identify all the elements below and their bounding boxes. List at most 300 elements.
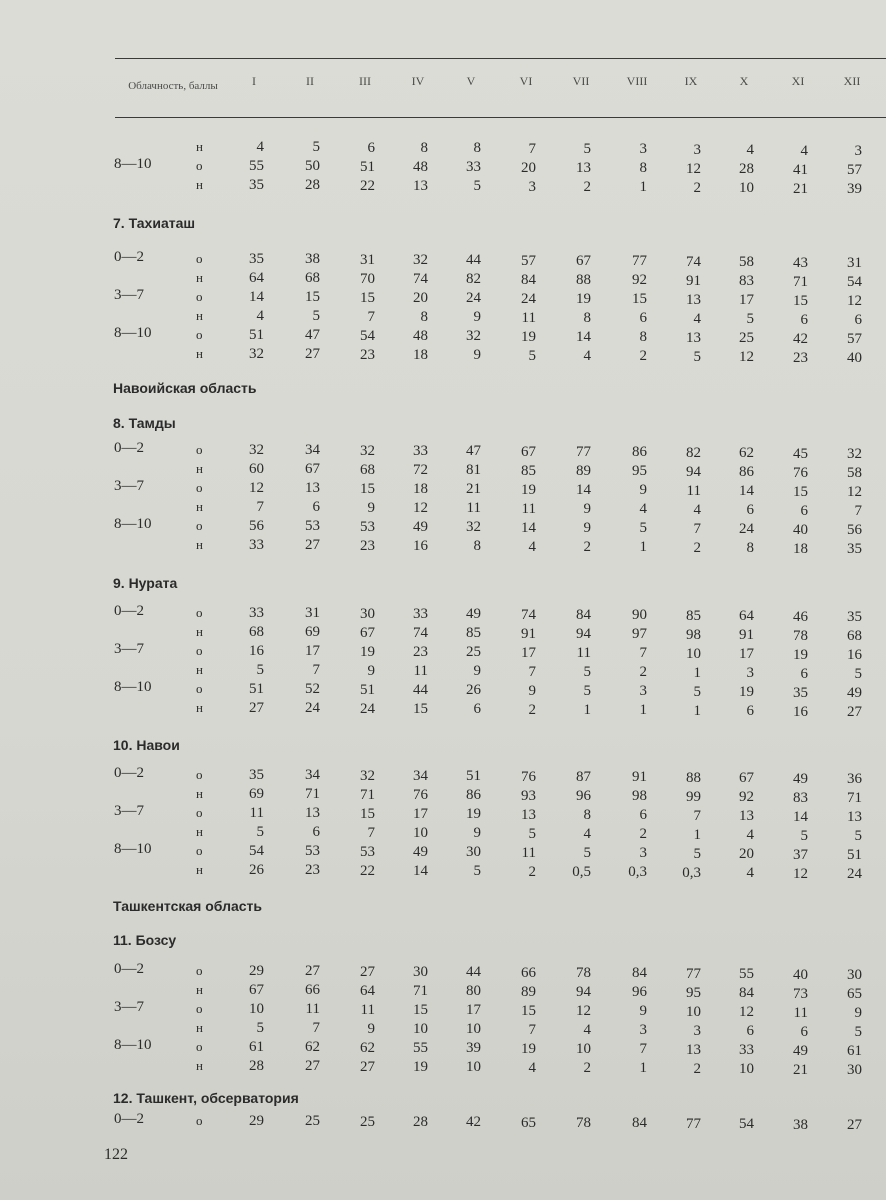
month-header-VI: VI (519, 74, 533, 88)
section-title: 11. Бозсу (113, 932, 177, 948)
table-cell: 0,5 (572, 864, 591, 881)
table-cell: 6 (639, 310, 647, 327)
table-cell: 24 (521, 290, 536, 307)
table-cell: 12 (413, 500, 428, 517)
table-cell: 7 (528, 140, 536, 157)
table-cell: 9 (367, 1020, 375, 1037)
table-cell: 14 (521, 519, 536, 536)
table-cell: 5 (583, 683, 591, 700)
row-type-label: о (196, 158, 203, 173)
table-cell: 4 (583, 826, 591, 843)
table-cell: 31 (360, 251, 375, 268)
table-cell: 11 (360, 1001, 375, 1018)
table-cell: 5 (312, 139, 320, 156)
table-cell: 6 (800, 502, 808, 519)
table-cell: 94 (576, 626, 591, 643)
table-cell: 7 (367, 824, 375, 841)
table-cell: 33 (249, 605, 264, 621)
table-cell: 39 (466, 1040, 481, 1057)
table-cell: 77 (686, 965, 701, 982)
table-cell: 84 (632, 1115, 647, 1132)
row-type-label: о (196, 1113, 203, 1128)
table-cell: 19 (576, 291, 591, 308)
table-cell: 62 (305, 1039, 320, 1056)
table-cell: 21 (793, 180, 808, 197)
table-cell: 64 (739, 608, 754, 625)
table-cell: 15 (360, 480, 375, 497)
table-cell: 20 (521, 159, 536, 176)
table-cell: 13 (686, 1041, 701, 1058)
table-cell: 65 (847, 985, 862, 1002)
table-cell: 2 (639, 826, 647, 843)
table-cell: 13 (521, 806, 536, 823)
table-cell: 64 (249, 270, 264, 286)
table-cell: 69 (305, 624, 320, 641)
table-cell: 33 (413, 443, 428, 460)
table-cell: 30 (413, 964, 428, 981)
table-cell: 44 (466, 964, 481, 981)
table-cell: 9 (473, 825, 481, 842)
table-cell: 3 (746, 665, 754, 682)
cloud-group-label: 8—10 (114, 841, 152, 857)
page-number: 122 (104, 1146, 128, 1163)
table-cell: 18 (413, 481, 428, 498)
month-header-V: V (466, 74, 476, 88)
table-cell: 84 (632, 965, 647, 982)
table-cell: 32 (466, 328, 481, 345)
table-cell: 12 (847, 292, 862, 309)
table-cell: 21 (466, 481, 481, 498)
row-type-label: н (196, 346, 203, 361)
table-cell: 15 (413, 701, 428, 718)
table-cell: 27 (305, 346, 320, 363)
month-header-IX: IX (684, 74, 698, 88)
table-cell: 71 (413, 983, 428, 1000)
table-cell: 5 (528, 825, 536, 842)
table-cell: 12 (739, 1004, 754, 1021)
table-cell: 6 (367, 139, 375, 156)
row-type-label: о (196, 643, 203, 658)
table-cell: 3 (693, 1022, 701, 1039)
table-cell: 11 (521, 500, 536, 517)
table-cell: 67 (521, 443, 536, 460)
table-cell: 3 (639, 845, 647, 862)
table-cell: 2 (583, 539, 591, 556)
table-cell: 12 (249, 480, 264, 496)
table-cell: 6 (473, 701, 481, 718)
table-cell: 5 (312, 308, 320, 325)
table-cell: 10 (739, 1061, 754, 1078)
table-cell: 8 (473, 538, 481, 555)
table-cell: 57 (847, 330, 862, 347)
table-cell: 8 (746, 540, 754, 557)
table-cell: 26 (249, 862, 264, 878)
table-cell: 6 (800, 311, 808, 328)
cloud-group-label: 3—7 (114, 287, 144, 303)
table-cell: 40 (793, 966, 808, 983)
table-cell: 15 (793, 483, 808, 500)
table-cell: 8 (420, 309, 428, 326)
table-cell: 12 (686, 160, 701, 177)
table-cell: 60 (249, 461, 264, 477)
table-cell: 15 (632, 291, 647, 308)
table-cell: 4 (639, 501, 647, 518)
table-cell: 97 (632, 626, 647, 643)
table-cell: 49 (793, 1042, 808, 1059)
table-cell: 5 (746, 311, 754, 328)
table-cell: 4 (528, 1059, 536, 1076)
table-cell: 78 (793, 627, 808, 644)
row-type-label: о (196, 251, 203, 266)
table-cell: 22 (360, 177, 375, 194)
table-cell: 91 (632, 769, 647, 786)
table-cell: 8 (473, 140, 481, 157)
table-cell: 49 (466, 606, 481, 623)
table-cell: 47 (305, 327, 320, 344)
section-title: 12. Ташкент, обсерватория (113, 1090, 299, 1106)
table-cell: 10 (686, 645, 701, 662)
month-header-X: X (739, 74, 749, 88)
table-cell: 85 (466, 625, 481, 642)
table-cell: 29 (249, 963, 264, 979)
table-cell: 95 (632, 463, 647, 480)
cloud-group-label: 0—2 (114, 765, 144, 781)
table-cell: 56 (249, 518, 264, 534)
table-cell: 71 (305, 786, 320, 803)
table-cell: 67 (360, 624, 375, 641)
table-cell: 2 (639, 664, 647, 681)
table-cell: 99 (686, 788, 701, 805)
table-cell: 8 (583, 310, 591, 327)
table-cell: 24 (847, 865, 862, 882)
table-cell: 25 (466, 644, 481, 661)
row-type-label: н (196, 177, 203, 192)
table-cell: 13 (739, 808, 754, 825)
table-cell: 78 (576, 965, 591, 982)
table-cell: 35 (249, 177, 264, 193)
table-cell: 53 (360, 518, 375, 535)
table-cell: 7 (854, 502, 862, 519)
table-cell: 24 (305, 700, 320, 717)
table-cell: 6 (854, 311, 862, 328)
table-cell: 14 (739, 483, 754, 500)
table-cell: 6 (800, 665, 808, 682)
table-cell: 7 (312, 1020, 320, 1037)
row-type-label: о (196, 605, 203, 620)
table-cell: 9 (367, 662, 375, 679)
table-cell: 7 (528, 1021, 536, 1038)
table-cell: 86 (632, 444, 647, 461)
table-cell: 82 (466, 271, 481, 288)
table-cell: 33 (249, 537, 264, 553)
row-type-label: о (196, 480, 203, 495)
row-type-label: н (196, 662, 203, 677)
table-cell: 32 (249, 346, 264, 362)
table-cell: 77 (632, 253, 647, 270)
month-header-XII: XII (843, 74, 861, 88)
table-cell: 13 (686, 329, 701, 346)
table-cell: 3 (639, 1022, 647, 1039)
table-cell: 48 (413, 159, 428, 176)
table-cell: 9 (473, 309, 481, 326)
table-cell: 74 (413, 625, 428, 642)
table-cell: 62 (360, 1039, 375, 1056)
table-cell: 96 (632, 984, 647, 1001)
table-cell: 61 (847, 1042, 862, 1059)
table-cell: 2 (528, 701, 536, 718)
table-cell: 10 (413, 1021, 428, 1038)
table-cell: 7 (693, 807, 701, 824)
table-cell: 84 (521, 271, 536, 288)
table-cell: 20 (739, 846, 754, 863)
row-type-label: н (196, 862, 203, 877)
table-cell: 5 (854, 827, 862, 844)
table-cell: 40 (793, 521, 808, 538)
table-cell: 78 (576, 1115, 591, 1132)
row-type-label: н (196, 139, 203, 154)
table-cell: 58 (847, 464, 862, 481)
table-cell: 12 (739, 349, 754, 366)
table-cell: 85 (686, 607, 701, 624)
table-cell: 24 (466, 290, 481, 307)
table-cell: 14 (576, 329, 591, 346)
table-cell: 68 (360, 461, 375, 478)
table-cell: 2 (693, 179, 701, 196)
table-cell: 57 (521, 252, 536, 269)
table-cell: 32 (466, 519, 481, 536)
table-cell: 19 (521, 481, 536, 498)
table-cell: 23 (793, 349, 808, 366)
table-cell: 23 (360, 537, 375, 554)
table-cell: 32 (249, 442, 264, 458)
table-cell: 5 (256, 824, 264, 840)
table-cell: 24 (739, 521, 754, 538)
table-cell: 28 (739, 161, 754, 178)
table-cell: 32 (847, 445, 862, 462)
table-cell: 96 (576, 788, 591, 805)
table-cell: 7 (528, 663, 536, 680)
table-cell: 10 (739, 180, 754, 197)
table-cell: 4 (746, 865, 754, 882)
table-cell: 37 (793, 846, 808, 863)
table-cell: 19 (739, 684, 754, 701)
table-cell: 4 (583, 348, 591, 365)
row-type-label: о (196, 442, 203, 457)
table-cell: 4 (693, 310, 701, 327)
table-cell: 80 (466, 983, 481, 1000)
table-cell: 49 (413, 519, 428, 536)
table-cell: 11 (793, 1004, 808, 1021)
table-cell: 76 (521, 768, 536, 785)
cloud-group-label: 0—2 (114, 440, 144, 456)
row-type-label: н (196, 700, 203, 715)
table-cell: 27 (305, 963, 320, 980)
table-cell: 35 (847, 540, 862, 557)
table-cell: 91 (521, 625, 536, 642)
table-cell: 71 (847, 789, 862, 806)
table-cell: 92 (739, 789, 754, 806)
row-type-label: о (196, 843, 203, 858)
table-cell: 4 (746, 142, 754, 159)
table-cell: 23 (305, 862, 320, 879)
table-cell: 25 (305, 1113, 320, 1130)
row-type-label: о (196, 805, 203, 820)
table-cell: 30 (847, 966, 862, 983)
cloud-group-label: 0—2 (114, 1111, 144, 1127)
table-cell: 28 (413, 1114, 428, 1131)
cloud-group-label: 0—2 (114, 603, 144, 619)
table-cell: 8 (639, 160, 647, 177)
table-cell: 27 (847, 703, 862, 720)
table-cell: 10 (413, 825, 428, 842)
table-cell: 5 (473, 178, 481, 195)
table-cell: 19 (360, 643, 375, 660)
table-cell: 57 (847, 161, 862, 178)
table-cell: 81 (466, 462, 481, 479)
table-cell: 47 (466, 443, 481, 460)
table-cell: 32 (360, 767, 375, 784)
table-cell: 3 (854, 142, 862, 159)
table-cell: 29 (249, 1113, 264, 1129)
table-cell: 8 (420, 140, 428, 157)
cloud-group-label: 3—7 (114, 803, 144, 819)
table-cell: 55 (249, 158, 264, 174)
table-cell: 58 (739, 254, 754, 271)
table-cell: 8 (639, 329, 647, 346)
table-cell: 51 (360, 158, 375, 175)
section-title: 10. Навои (113, 737, 180, 753)
row-type-label: н (196, 461, 203, 476)
table-cell: 94 (576, 984, 591, 1001)
row-type-label: н (196, 824, 203, 839)
table-cell: 54 (360, 327, 375, 344)
header-label: Облачность, баллы (128, 80, 218, 92)
table-cell: 31 (305, 605, 320, 622)
table-cell: 89 (521, 983, 536, 1000)
table-cell: 5 (256, 1020, 264, 1036)
table-cell: 68 (249, 624, 264, 640)
table-cell: 88 (686, 769, 701, 786)
table-cell: 93 (521, 787, 536, 804)
table-cell: 43 (793, 254, 808, 271)
table-cell: 48 (413, 328, 428, 345)
table-cell: 94 (686, 463, 701, 480)
table-cell: 65 (521, 1114, 536, 1131)
table-cell: 33 (466, 159, 481, 176)
table-cell: 11 (521, 844, 536, 861)
table-cell: 19 (413, 1059, 428, 1076)
table-cell: 6 (639, 807, 647, 824)
table-cell: 13 (576, 160, 591, 177)
table-cell: 5 (693, 683, 701, 700)
table-cell: 27 (249, 700, 264, 716)
row-type-label: н (196, 270, 203, 285)
cloud-group-label: 8—10 (114, 1037, 152, 1053)
table-cell: 30 (466, 844, 481, 861)
table-cell: 27 (305, 537, 320, 554)
table-cell: 13 (413, 178, 428, 195)
table-cell: 42 (793, 330, 808, 347)
cloud-group-label: 8—10 (114, 516, 152, 532)
table-cell: 13 (305, 480, 320, 497)
table-cell: 9 (473, 347, 481, 364)
table-cell: 15 (360, 805, 375, 822)
table-cell: 73 (793, 985, 808, 1002)
table-cell: 76 (413, 787, 428, 804)
table-cell: 0,3 (628, 864, 647, 881)
section-title: 8. Тамды (113, 415, 176, 431)
table-cell: 98 (632, 788, 647, 805)
table-cell: 74 (413, 271, 428, 288)
table-cell: 9 (639, 1003, 647, 1020)
table-cell: 9 (639, 482, 647, 499)
table-cell: 11 (413, 663, 428, 680)
table-cell: 40 (847, 349, 862, 366)
table-cell: 62 (739, 445, 754, 462)
table-cell: 15 (793, 292, 808, 309)
table-cell: 68 (305, 270, 320, 287)
table-cell: 38 (305, 251, 320, 268)
table-cell: 71 (360, 786, 375, 803)
table-cell: 4 (256, 139, 264, 155)
table-cell: 51 (249, 681, 264, 697)
table-cell: 87 (576, 769, 591, 786)
table-cell: 17 (466, 1002, 481, 1019)
table-cell: 85 (521, 462, 536, 479)
table-cell: 7 (639, 645, 647, 662)
table-cell: 12 (576, 1003, 591, 1020)
row-type-label: о (196, 1001, 203, 1016)
table-cell: 12 (793, 865, 808, 882)
table-cell: 9 (473, 663, 481, 680)
table-cell: 9 (528, 682, 536, 699)
table-cell: 1 (639, 702, 647, 719)
table-cell: 13 (847, 808, 862, 825)
table-cell: 27 (360, 1058, 375, 1075)
table-cell: 32 (360, 442, 375, 459)
table-cell: 1 (639, 1060, 647, 1077)
table-cell: 10 (466, 1021, 481, 1038)
table-cell: 50 (305, 158, 320, 175)
table-cell: 1 (639, 539, 647, 556)
table-cell: 35 (793, 684, 808, 701)
table-cell: 4 (746, 827, 754, 844)
table-cell: 46 (793, 608, 808, 625)
table-cell: 76 (793, 464, 808, 481)
table-cell: 3 (639, 683, 647, 700)
table-cell: 3 (528, 178, 536, 195)
table-cell: 2 (528, 863, 536, 880)
table-cell: 10 (249, 1001, 264, 1017)
table-cell: 16 (793, 703, 808, 720)
table-cell: 11 (686, 482, 701, 499)
table-cell: 9 (854, 1004, 862, 1021)
table-cell: 86 (739, 464, 754, 481)
table-cell: 7 (256, 499, 264, 515)
table-cell: 17 (739, 646, 754, 663)
table-cell: 11 (305, 1001, 320, 1018)
row-type-label: н (196, 499, 203, 514)
table-cell: 21 (793, 1061, 808, 1078)
table-cell: 19 (793, 646, 808, 663)
section-title: Навоийская область (113, 380, 257, 396)
table-cell: 1 (583, 702, 591, 719)
table-cell: 11 (249, 805, 264, 821)
table-cell: 7 (312, 662, 320, 679)
month-header-I: I (252, 74, 256, 88)
table-cell: 39 (847, 180, 862, 197)
table-cell: 35 (249, 251, 264, 267)
